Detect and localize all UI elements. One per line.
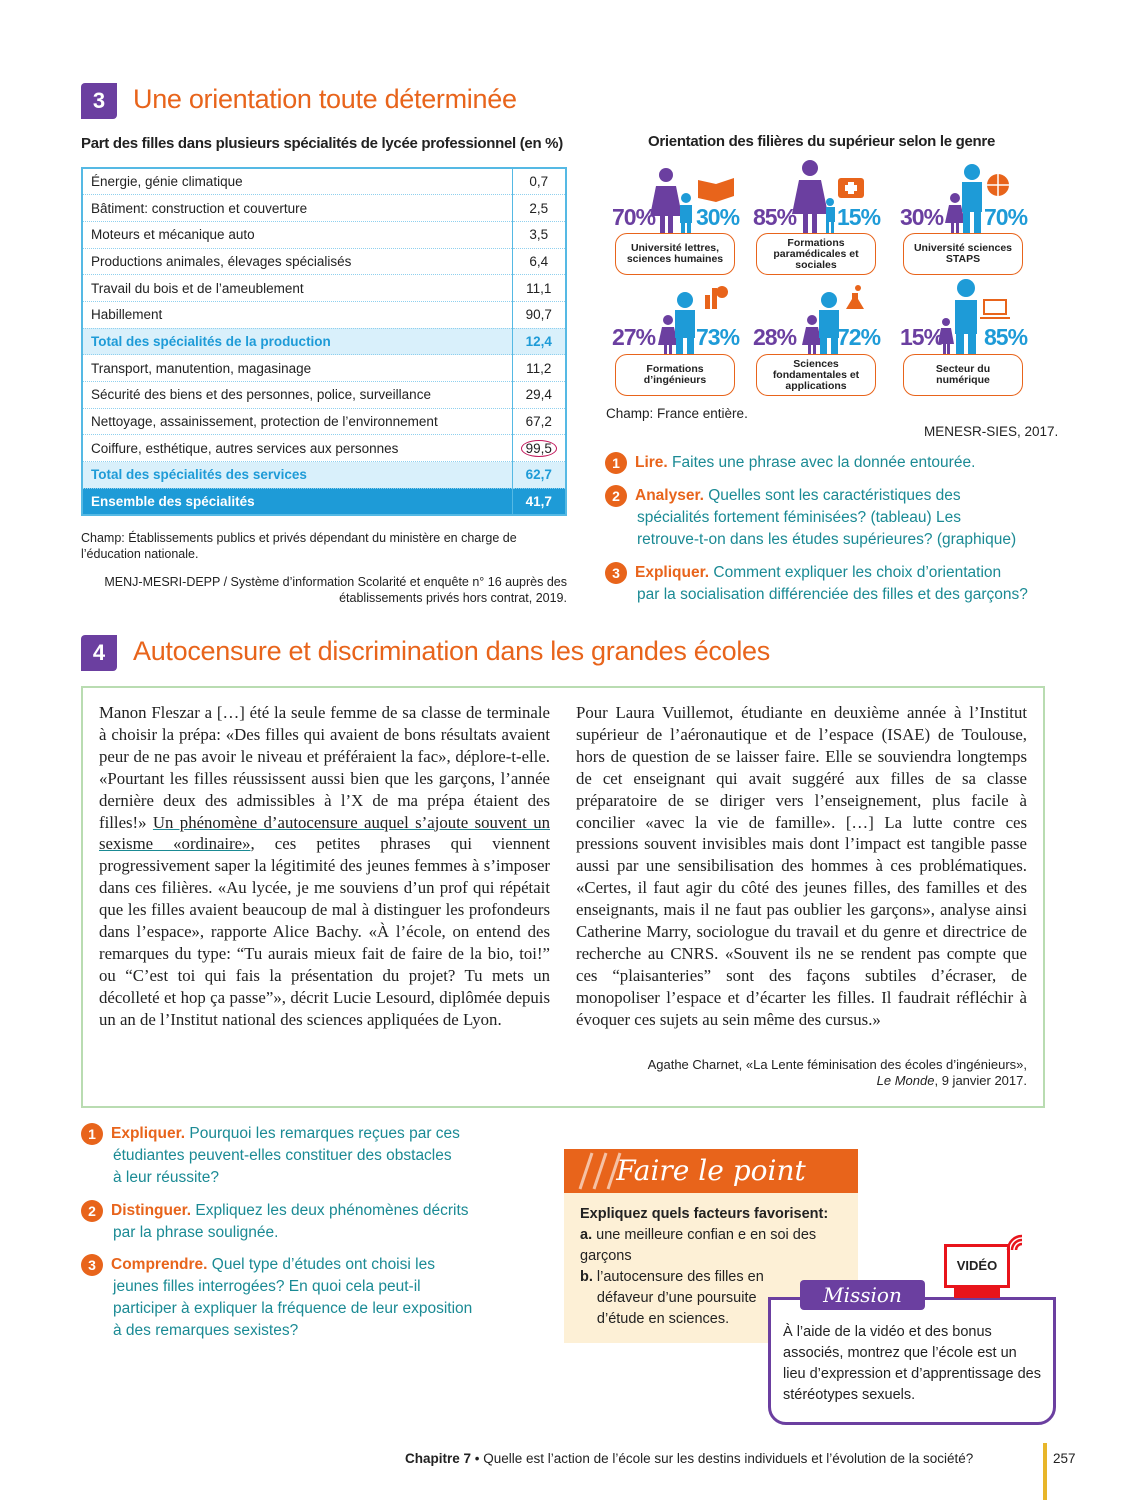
question-number: 1 <box>81 1123 103 1145</box>
row-label: Énergie, génie climatique <box>82 168 512 195</box>
item-b-label: b. <box>580 1269 593 1285</box>
row-value: 2,5 <box>512 195 566 222</box>
article-column-1 <box>99 702 550 1031</box>
infographic-source: MENESR-SIES, 2017. <box>924 424 1059 439</box>
row-value: 12,4 <box>512 328 566 355</box>
question-verb: Expliquer. <box>111 1125 186 1143</box>
figure-boy-icon <box>680 193 692 235</box>
infographic-title: Orientation des filières du supérieur selon le genre <box>648 133 996 150</box>
field-label: Formations paramédicales et sociales <box>756 233 876 275</box>
boys-percentage: 73% <box>696 324 740 350</box>
table-row <box>82 168 566 195</box>
table-row <box>82 195 566 222</box>
row-label: Habillement <box>82 301 512 328</box>
item-a-text: une meilleure confian e en soi des garçons <box>580 1227 817 1264</box>
table-row <box>82 221 566 248</box>
faire-le-point-title: Faire le point <box>616 1154 806 1187</box>
specialties-table <box>81 167 567 516</box>
table-row <box>82 408 566 435</box>
question-verb: Analyser. <box>635 487 704 505</box>
field-label: Université sciences STAPS <box>903 233 1023 275</box>
question-text-line: par la socialisation différenciée des filles et des garçons? <box>637 586 1028 604</box>
section3-question-1 <box>605 452 1065 474</box>
table-champ: Champ: Établissements publics et privés dépendant du ministère en charge de l’éducation nationale. <box>81 531 517 561</box>
question-text-line: par la phrase soulignée. <box>113 1224 279 1242</box>
laptop-icon <box>980 300 1010 318</box>
question-text: Comment expliquer les choix d’orientation <box>713 564 1002 582</box>
question-number: 2 <box>81 1200 103 1222</box>
table-row <box>82 355 566 382</box>
field-label: Université lettres, sciences humaines <box>615 233 735 275</box>
section-4-number: 4 <box>81 635 117 671</box>
page-number: 257 <box>1053 1451 1076 1466</box>
question-number: 3 <box>605 562 627 584</box>
boys-percentage: 85% <box>984 324 1028 350</box>
section-3-number: 3 <box>81 83 117 119</box>
boys-percentage: 30% <box>696 204 740 230</box>
row-value: 29,4 <box>512 382 566 409</box>
field-label: Secteur du numérique <box>903 354 1023 396</box>
table-row <box>82 488 566 515</box>
question-text-line: à leur réussite? <box>113 1169 219 1187</box>
video-label: VIDÉO <box>956 1258 998 1273</box>
underlined-sentence: Un phénomène d’autocensure auquel s’ajoute souvent un sexisme «ordinaire» <box>99 812 550 854</box>
row-label: Moteurs et mécanique auto <box>82 221 512 248</box>
table-row <box>82 382 566 409</box>
table-source: MENJ-MESRI-DEPP / Système d’information Scolarité et enquête n° 16 auprès des établissements privés hors contrat, 2019. <box>104 575 567 605</box>
figure-boy-icon <box>955 279 977 358</box>
chart-icon <box>705 286 728 309</box>
question-text: Quelles sont les caractéristiques des <box>708 487 961 505</box>
table-row <box>82 435 566 462</box>
question-verb: Comprendre. <box>111 1256 208 1274</box>
field-label: Formations d’ingénieurs <box>615 354 735 396</box>
boys-percentage: 15% <box>837 204 881 230</box>
article-citation <box>576 1057 1027 1089</box>
figure-boy-icon <box>675 292 695 358</box>
ball-icon <box>987 174 1009 196</box>
row-value: 41,7 <box>512 488 566 515</box>
article-text: , ces petites phrases qui viennent progressivement saper la légitimité des jeunes femmes à s’imposer dans ces filières. «Au lycée, je me souviens d’un prof qui répétait que les filles avaient beaucoup de mal à distinguer les profondeurs dans l’espace», rapporte Alice Bachy. «À l’école, on entend des remarques du type: “Tu aurais mieux fait de faire de la bio, toi!” ou “C’est toi qui fais la présentation du projet? Tu mets un décolleté et hop ça passe”», décrit Lucie Lesourd, diplômée depuis un an de l’Institut national des sciences appliquées de Lyon. <box>99 834 550 1029</box>
girls-percentage: 15% <box>900 324 944 350</box>
video-button[interactable] <box>944 1244 1010 1288</box>
table-row <box>82 275 566 302</box>
table-row <box>82 328 566 355</box>
stripes-decoration-icon <box>570 1149 630 1193</box>
row-value <box>512 435 566 462</box>
table-row <box>82 301 566 328</box>
citation-date: , 9 janvier 2017. <box>934 1073 1027 1088</box>
medical-bag-icon <box>838 178 864 198</box>
section-4-title: Autocensure et discrimination dans les grandes écoles <box>133 636 770 666</box>
row-value: 67,2 <box>512 408 566 435</box>
footer-divider <box>1043 1443 1047 1500</box>
mission-text: À l’aide de la vidéo et des bonus associés, montrez que l’école est un lieu d’expression et d’apprentissage des stéréotypes sexuels. <box>783 1324 1041 1403</box>
question-text-line: jeunes filles interrogées? En quoi cela peut-il <box>113 1278 421 1296</box>
question-number: 1 <box>605 452 627 474</box>
video-stand-icon <box>954 1288 1000 1298</box>
mission-tag: Mission <box>800 1280 925 1310</box>
article-text: Manon Fleszar a […] été la seule femme de sa classe de terminale à choisir la prépa: «Des filles qui avaient de bons résultats avaient peur de ne pas avoir le niveau et préféraient la fac», déplore-t-elle. «Pourtant les filles réussissent aussi bien que les garçons, l’année dernière deux des admissibles à l’X de ma prépa étaient des filles!» <box>99 703 550 832</box>
table-row <box>82 248 566 275</box>
footer-title: Quelle est l’action de l’école sur les destins individuels et l’évolution de la société? <box>483 1451 974 1466</box>
citation-line: Agathe Charnet, «La Lente féminisation des écoles d’ingénieurs», <box>647 1057 1027 1072</box>
section-3-title: Une orientation toute déterminée <box>133 84 517 114</box>
book-icon <box>698 178 734 202</box>
girls-percentage: 70% <box>612 204 656 230</box>
citation-journal: Le Monde <box>876 1073 935 1088</box>
item-a-label: a. <box>580 1227 593 1243</box>
figure-boy-icon <box>826 198 835 234</box>
girls-percentage: 28% <box>753 324 797 350</box>
row-value: 0,7 <box>512 168 566 195</box>
row-value: 62,7 <box>512 462 566 489</box>
figure-boy-icon <box>962 164 982 236</box>
question-verb: Expliquer. <box>635 564 710 582</box>
mission-box <box>768 1297 1056 1425</box>
table-title: Part des filles dans plusieurs spécialités de lycée professionnel (en %) <box>81 135 563 152</box>
question-number: 2 <box>605 485 627 507</box>
flask-icon <box>846 285 864 309</box>
row-label: Total des spécialités des services <box>82 462 512 489</box>
row-value: 6,4 <box>512 248 566 275</box>
row-label: Ensemble des spécialités <box>82 488 512 515</box>
question-text: Pourquoi les remarques reçues par ces <box>189 1125 460 1143</box>
girls-percentage: 30% <box>900 204 944 230</box>
question-text-line: participer à expliquer la fréquence de leur exposition <box>113 1300 473 1318</box>
row-label: Travail du bois et de l’ameublement <box>82 275 512 302</box>
section3-question-2 <box>605 485 1065 551</box>
row-label: Transport, manutention, magasinage <box>82 355 512 382</box>
boys-percentage: 72% <box>837 324 881 350</box>
row-value: 11,1 <box>512 275 566 302</box>
question-text: Expliquez les deux phénomènes décrits <box>195 1202 469 1220</box>
item-b-text: l’autocensure des filles en défaveur d’une poursuite d’étude en sciences. <box>596 1269 764 1327</box>
row-label: Coiffure, esthétique, autres services aux personnes <box>82 435 512 462</box>
question-text-line: spécialités fortement féminisées? (tableau) Les <box>637 509 961 527</box>
figure-girl-icon <box>792 160 828 236</box>
girls-percentage: 85% <box>753 204 797 230</box>
section4-question-3 <box>81 1254 551 1342</box>
row-label: Bâtiment: construction et couverture <box>82 195 512 222</box>
faire-le-point-header <box>564 1149 858 1193</box>
figure-boy-icon <box>819 292 839 358</box>
section3-question-3 <box>605 562 1065 606</box>
circled-value: 99,5 <box>521 440 557 457</box>
question-text: Quel type d’études ont choisi les <box>211 1256 435 1274</box>
table-row <box>82 462 566 489</box>
question-text-line: à des remarques sexistes? <box>113 1322 299 1340</box>
footer-text <box>405 1451 973 1466</box>
field-label: Sciences fondamentales et applications <box>756 354 876 396</box>
question-number: 3 <box>81 1254 103 1276</box>
row-label: Total des spécialités de la production <box>82 328 512 355</box>
article-column-2: Pour Laura Vuillemot, étudiante en deuxième année à l’Institut supérieur de l’aéronautique et de l’espace (ISAE) de Toulouse, hors de question de se laisser faire. Elle se souviendra longtemps de cet enseignant qui avait suggéré aux filles de sa classe préparatoire de se diriger vers l’enseignement, plus facile à concilier «avec la vie de famille». […] La lutte contre ces pressions souvent invisibles mais dont l’impact est tangible passe aussi par une sensibilisation des hommes à ces problématiques. «Certes, il faut agir du côté des jeunes filles, des familles et des enseignants, mais il ne faut pas oublier les garçons», analyse ainsi Catherine Marry, sociologue du travail et du genre et directrice de recherche au CNRS. «Souvent ils ne se rendent pas compte que ces “plaisanteries” sont des façons subtiles d’écraser, de monopoliser l’espace et d’écarter les filles. Il faudrait réfléchir à évoquer ces sujets au sein même des cursus.» <box>576 703 1027 1029</box>
row-value: 3,5 <box>512 221 566 248</box>
infographic-champ: Champ: France entière. <box>606 406 748 421</box>
wifi-icon <box>1004 1228 1030 1254</box>
question-verb: Distinguer. <box>111 1202 192 1220</box>
row-value: 11,2 <box>512 355 566 382</box>
section4-question-1 <box>81 1123 551 1189</box>
question-verb: Lire. <box>635 454 668 472</box>
boys-percentage: 70% <box>984 204 1028 230</box>
question-text-line: retrouve-t-on dans les études supérieures? (graphique) <box>637 531 1017 549</box>
row-label: Productions animales, élevages spécialisés <box>82 248 512 275</box>
footer-chapter: Chapitre 7 <box>405 1451 472 1466</box>
girls-percentage: 27% <box>612 324 656 350</box>
row-value: 90,7 <box>512 301 566 328</box>
question-text-line: étudiantes peuvent-elles constituer des obstacles <box>113 1147 452 1165</box>
row-label: Nettoyage, assainissement, protection de l’environnement <box>82 408 512 435</box>
footer-bullet: • <box>471 1451 484 1466</box>
row-label: Sécurité des biens et des personnes, police, surveillance <box>82 382 512 409</box>
faire-le-point-intro: Expliquez quels facteurs favorisent: <box>580 1206 829 1222</box>
section4-question-2 <box>81 1200 551 1244</box>
question-text: Faites une phrase avec la donnée entourée. <box>672 454 976 472</box>
